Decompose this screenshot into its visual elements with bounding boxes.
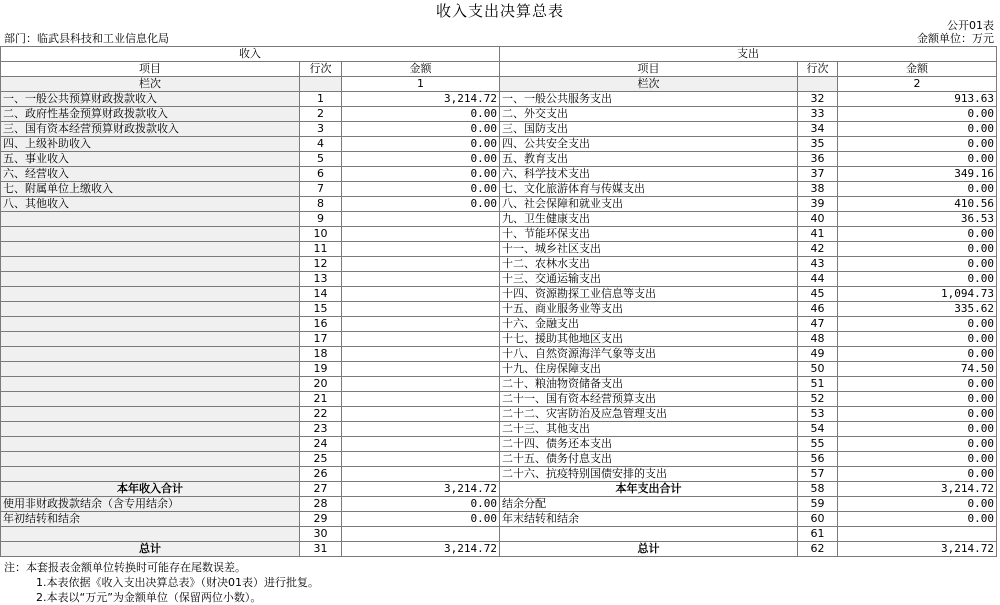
form-code: 公开01表 bbox=[947, 19, 994, 32]
expense-amount-cell: 0.00 bbox=[838, 227, 997, 242]
income-line-cell: 15 bbox=[300, 302, 342, 317]
income-item-cell: 使用非财政拨款结余（含专用结余） bbox=[1, 497, 300, 512]
expense-column-blank bbox=[798, 77, 838, 92]
table-row bbox=[1, 212, 997, 227]
expense-item-cell: 十六、金融支出 bbox=[500, 317, 798, 332]
expense-item-cell: 二十一、国有资本经营预算支出 bbox=[500, 392, 798, 407]
table-row bbox=[1, 242, 997, 257]
income-amount-cell: 0.00 bbox=[342, 167, 500, 182]
income-line-cell: 23 bbox=[300, 422, 342, 437]
expense-item-cell: 四、公共安全支出 bbox=[500, 137, 798, 152]
expense-item-cell: 十九、住房保障支出 bbox=[500, 362, 798, 377]
income-item-cell: 年初结转和结余 bbox=[1, 512, 300, 527]
income-line-cell: 3 bbox=[300, 122, 342, 137]
expense-amount-cell: 0.00 bbox=[838, 152, 997, 167]
table-row bbox=[1, 422, 997, 437]
income-amount-header: 金额 bbox=[342, 62, 500, 77]
table-row bbox=[1, 122, 997, 137]
income-item-cell bbox=[1, 317, 300, 332]
income-line-cell: 13 bbox=[300, 272, 342, 287]
expense-amount-cell: 0.00 bbox=[838, 182, 997, 197]
expense-line-cell: 35 bbox=[798, 137, 838, 152]
income-amount-cell: 0.00 bbox=[342, 107, 500, 122]
income-item-cell: 五、事业收入 bbox=[1, 152, 300, 167]
expense-line-cell: 40 bbox=[798, 212, 838, 227]
income-column-blank bbox=[300, 77, 342, 92]
table-row bbox=[1, 407, 997, 422]
income-line-cell: 27 bbox=[300, 482, 342, 497]
unit-label: 金额单位：万元 bbox=[917, 32, 994, 45]
table-row bbox=[1, 167, 997, 182]
total-row bbox=[1, 512, 997, 527]
expense-line-cell: 57 bbox=[798, 467, 838, 482]
income-line-cell: 16 bbox=[300, 317, 342, 332]
expense-item-cell: 二十二、灾害防治及应急管理支出 bbox=[500, 407, 798, 422]
note-2: 2.本表以“万元”为金额单位（保留两位小数）。 bbox=[36, 591, 262, 604]
income-amount-cell bbox=[342, 272, 500, 287]
income-item-cell: 七、附属单位上缴收入 bbox=[1, 182, 300, 197]
income-amount-cell bbox=[342, 317, 500, 332]
expense-item-cell: 六、科学技术支出 bbox=[500, 167, 798, 182]
income-item-cell bbox=[1, 347, 300, 362]
income-item-cell bbox=[1, 272, 300, 287]
expense-amount-cell: 0.00 bbox=[838, 347, 997, 362]
income-item-cell: 总计 bbox=[1, 542, 300, 557]
income-amount-cell: 3,214.72 bbox=[342, 482, 500, 497]
summary-table bbox=[0, 46, 997, 557]
income-line-cell: 26 bbox=[300, 467, 342, 482]
expense-item-cell: 二十五、债务付息支出 bbox=[500, 452, 798, 467]
expense-column-label: 栏次 bbox=[500, 77, 798, 92]
income-amount-cell bbox=[342, 287, 500, 302]
expense-amount-cell: 349.16 bbox=[838, 167, 997, 182]
expense-amount-cell: 36.53 bbox=[838, 212, 997, 227]
expense-line-cell: 53 bbox=[798, 407, 838, 422]
income-line-cell: 4 bbox=[300, 137, 342, 152]
income-header: 收入 bbox=[1, 47, 500, 62]
expense-line-cell: 34 bbox=[798, 122, 838, 137]
income-amount-cell bbox=[342, 437, 500, 452]
expense-amount-cell: 0.00 bbox=[838, 377, 997, 392]
income-amount-cell bbox=[342, 227, 500, 242]
expense-item-cell: 十、节能环保支出 bbox=[500, 227, 798, 242]
income-line-cell: 11 bbox=[300, 242, 342, 257]
income-amount-cell bbox=[342, 422, 500, 437]
expense-item-cell: 十七、援助其他地区支出 bbox=[500, 332, 798, 347]
note-lead: 注：本套报表金额单位转换时可能存在尾数误差。 bbox=[4, 561, 246, 574]
income-line-cell: 31 bbox=[300, 542, 342, 557]
expense-header: 支出 bbox=[500, 47, 997, 62]
income-amount-cell bbox=[342, 212, 500, 227]
expense-amount-cell: 0.00 bbox=[838, 467, 997, 482]
expense-amount-cell: 0.00 bbox=[838, 257, 997, 272]
expense-amount-cell: 0.00 bbox=[838, 392, 997, 407]
income-amount-cell: 0.00 bbox=[342, 122, 500, 137]
income-amount-cell: 3,214.72 bbox=[342, 542, 500, 557]
income-amount-cell bbox=[342, 302, 500, 317]
income-item-cell bbox=[1, 242, 300, 257]
expense-item-cell: 二十六、抗疫特别国债安排的支出 bbox=[500, 467, 798, 482]
income-amount-cell bbox=[342, 347, 500, 362]
expense-amount-cell: 0.00 bbox=[838, 242, 997, 257]
income-line-cell: 28 bbox=[300, 497, 342, 512]
table-row bbox=[1, 152, 997, 167]
income-amount-cell: 0.00 bbox=[342, 152, 500, 167]
income-item-cell bbox=[1, 467, 300, 482]
income-line-cell: 18 bbox=[300, 347, 342, 362]
table-row bbox=[1, 287, 997, 302]
expense-line-header: 行次 bbox=[798, 62, 838, 77]
income-amount-cell bbox=[342, 392, 500, 407]
expense-item-cell: 年末结转和结余 bbox=[500, 512, 798, 527]
income-amount-cell: 0.00 bbox=[342, 182, 500, 197]
expense-item-cell: 七、文化旅游体育与传媒支出 bbox=[500, 182, 798, 197]
income-line-cell: 25 bbox=[300, 452, 342, 467]
income-item-cell bbox=[1, 362, 300, 377]
table-row bbox=[1, 362, 997, 377]
expense-line-cell: 32 bbox=[798, 92, 838, 107]
expense-item-cell: 二、外交支出 bbox=[500, 107, 798, 122]
expense-line-cell: 56 bbox=[798, 452, 838, 467]
income-amount-cell bbox=[342, 377, 500, 392]
expense-line-cell: 33 bbox=[798, 107, 838, 122]
expense-amount-cell: 3,214.72 bbox=[838, 482, 997, 497]
expense-line-cell: 44 bbox=[798, 272, 838, 287]
expense-line-cell: 54 bbox=[798, 422, 838, 437]
expense-amount-cell: 410.56 bbox=[838, 197, 997, 212]
department-label: 部门：临武县科技和工业信息化局 bbox=[4, 32, 169, 45]
table-row bbox=[1, 92, 997, 107]
table-row bbox=[1, 347, 997, 362]
income-line-header: 行次 bbox=[300, 62, 342, 77]
expense-amount-cell: 3,214.72 bbox=[838, 542, 997, 557]
income-amount-cell bbox=[342, 407, 500, 422]
column-header-row bbox=[1, 62, 997, 77]
income-item-cell bbox=[1, 332, 300, 347]
expense-amount-cell: 0.00 bbox=[838, 497, 997, 512]
expense-line-cell: 61 bbox=[798, 527, 838, 542]
expense-item-cell: 九、卫生健康支出 bbox=[500, 212, 798, 227]
table-row bbox=[1, 317, 997, 332]
income-item-cell: 四、上级补助收入 bbox=[1, 137, 300, 152]
expense-item-cell: 十二、农林水支出 bbox=[500, 257, 798, 272]
income-amount-cell bbox=[342, 452, 500, 467]
expense-item-cell: 一、一般公共服务支出 bbox=[500, 92, 798, 107]
income-amount-cell: 0.00 bbox=[342, 197, 500, 212]
expense-item-cell: 二十四、债务还本支出 bbox=[500, 437, 798, 452]
expense-item-cell: 五、教育支出 bbox=[500, 152, 798, 167]
income-amount-cell bbox=[342, 527, 500, 542]
expense-item-cell: 十五、商业服务业等支出 bbox=[500, 302, 798, 317]
income-amount-cell bbox=[342, 467, 500, 482]
expense-item-header: 项目 bbox=[500, 62, 798, 77]
expense-line-cell: 55 bbox=[798, 437, 838, 452]
table-row bbox=[1, 302, 997, 317]
income-line-cell: 2 bbox=[300, 107, 342, 122]
expense-item-cell: 十八、自然资源海洋气象等支出 bbox=[500, 347, 798, 362]
expense-line-cell: 47 bbox=[798, 317, 838, 332]
expense-amount-cell: 1,094.73 bbox=[838, 287, 997, 302]
income-line-cell: 24 bbox=[300, 437, 342, 452]
table-row bbox=[1, 107, 997, 122]
expense-line-cell: 36 bbox=[798, 152, 838, 167]
expense-line-cell: 41 bbox=[798, 227, 838, 242]
department-row bbox=[0, 31, 1000, 46]
expense-line-cell: 43 bbox=[798, 257, 838, 272]
income-item-cell bbox=[1, 227, 300, 242]
table-row bbox=[1, 392, 997, 407]
income-item-cell bbox=[1, 452, 300, 467]
expense-amount-cell: 0.00 bbox=[838, 107, 997, 122]
income-line-cell: 29 bbox=[300, 512, 342, 527]
income-column-number: 1 bbox=[342, 77, 500, 92]
income-line-cell: 20 bbox=[300, 377, 342, 392]
income-line-cell: 22 bbox=[300, 407, 342, 422]
income-line-cell: 6 bbox=[300, 167, 342, 182]
income-amount-cell bbox=[342, 242, 500, 257]
income-item-cell: 本年收入合计 bbox=[1, 482, 300, 497]
income-item-cell bbox=[1, 302, 300, 317]
income-line-cell: 12 bbox=[300, 257, 342, 272]
income-item-cell: 二、政府性基金预算财政拨款收入 bbox=[1, 107, 300, 122]
income-column-label: 栏次 bbox=[1, 77, 300, 92]
income-amount-cell bbox=[342, 332, 500, 347]
income-item-cell bbox=[1, 407, 300, 422]
income-item-cell: 三、国有资本经营预算财政拨款收入 bbox=[1, 122, 300, 137]
table-row bbox=[1, 332, 997, 347]
income-line-cell: 19 bbox=[300, 362, 342, 377]
expense-item-cell: 二十三、其他支出 bbox=[500, 422, 798, 437]
table-row bbox=[1, 377, 997, 392]
expense-amount-cell: 913.63 bbox=[838, 92, 997, 107]
expense-item-cell: 十三、交通运输支出 bbox=[500, 272, 798, 287]
expense-line-cell: 38 bbox=[798, 182, 838, 197]
table-row bbox=[1, 182, 997, 197]
table-body bbox=[1, 92, 997, 557]
note-1: 1.本表依据《收入支出决算总表》（财决01表）进行批复。 bbox=[36, 576, 319, 589]
income-item-cell: 八、其他收入 bbox=[1, 197, 300, 212]
table-row bbox=[1, 437, 997, 452]
expense-item-cell: 总计 bbox=[500, 542, 798, 557]
income-item-cell bbox=[1, 422, 300, 437]
income-line-cell: 14 bbox=[300, 287, 342, 302]
expense-amount-cell: 0.00 bbox=[838, 272, 997, 287]
expense-amount-cell: 0.00 bbox=[838, 317, 997, 332]
income-item-cell: 一、一般公共预算财政拨款收入 bbox=[1, 92, 300, 107]
expense-line-cell: 39 bbox=[798, 197, 838, 212]
table-row bbox=[1, 137, 997, 152]
expense-item-cell: 十四、资源勘探工业信息等支出 bbox=[500, 287, 798, 302]
income-item-cell bbox=[1, 377, 300, 392]
expense-amount-cell: 0.00 bbox=[838, 437, 997, 452]
page-title: 收入支出决算总表 bbox=[435, 2, 564, 20]
income-amount-cell bbox=[342, 362, 500, 377]
expense-amount-header: 金额 bbox=[838, 62, 997, 77]
income-item-cell bbox=[1, 527, 300, 542]
income-line-cell: 5 bbox=[300, 152, 342, 167]
expense-line-cell: 45 bbox=[798, 287, 838, 302]
income-item-cell: 六、经营收入 bbox=[1, 167, 300, 182]
expense-line-cell: 49 bbox=[798, 347, 838, 362]
income-amount-cell: 0.00 bbox=[342, 497, 500, 512]
income-line-cell: 1 bbox=[300, 92, 342, 107]
table-row bbox=[1, 197, 997, 212]
total-row bbox=[1, 482, 997, 497]
expense-line-cell: 50 bbox=[798, 362, 838, 377]
expense-amount-cell: 0.00 bbox=[838, 422, 997, 437]
expense-line-cell: 51 bbox=[798, 377, 838, 392]
income-item-cell bbox=[1, 212, 300, 227]
expense-amount-cell: 0.00 bbox=[838, 512, 997, 527]
expense-amount-cell: 335.62 bbox=[838, 302, 997, 317]
expense-line-cell: 60 bbox=[798, 512, 838, 527]
table-row bbox=[1, 467, 997, 482]
expense-amount-cell: 74.50 bbox=[838, 362, 997, 377]
income-item-cell bbox=[1, 287, 300, 302]
expense-amount-cell bbox=[838, 527, 997, 542]
expense-line-cell: 42 bbox=[798, 242, 838, 257]
expense-item-cell: 三、国防支出 bbox=[500, 122, 798, 137]
income-item-header: 项目 bbox=[1, 62, 300, 77]
income-line-cell: 30 bbox=[300, 527, 342, 542]
income-line-cell: 7 bbox=[300, 182, 342, 197]
expense-item-cell: 十一、城乡社区支出 bbox=[500, 242, 798, 257]
income-line-cell: 17 bbox=[300, 332, 342, 347]
expense-item-cell bbox=[500, 527, 798, 542]
table-row bbox=[1, 452, 997, 467]
expense-amount-cell: 0.00 bbox=[838, 452, 997, 467]
income-item-cell bbox=[1, 257, 300, 272]
total-row bbox=[1, 497, 997, 512]
notes bbox=[4, 560, 319, 605]
income-amount-cell: 0.00 bbox=[342, 512, 500, 527]
income-item-cell bbox=[1, 437, 300, 452]
expense-line-cell: 52 bbox=[798, 392, 838, 407]
table-row bbox=[1, 257, 997, 272]
column-index-row bbox=[1, 77, 997, 92]
table-row bbox=[1, 272, 997, 287]
expense-item-cell: 八、社会保障和就业支出 bbox=[500, 197, 798, 212]
expense-item-cell: 本年支出合计 bbox=[500, 482, 798, 497]
expense-line-cell: 62 bbox=[798, 542, 838, 557]
income-line-cell: 8 bbox=[300, 197, 342, 212]
section-header-row bbox=[1, 47, 997, 62]
income-line-cell: 21 bbox=[300, 392, 342, 407]
table-row bbox=[1, 227, 997, 242]
income-line-cell: 10 bbox=[300, 227, 342, 242]
expense-line-cell: 48 bbox=[798, 332, 838, 347]
expense-amount-cell: 0.00 bbox=[838, 137, 997, 152]
income-amount-cell: 0.00 bbox=[342, 137, 500, 152]
expense-amount-cell: 0.00 bbox=[838, 332, 997, 347]
expense-line-cell: 46 bbox=[798, 302, 838, 317]
expense-line-cell: 37 bbox=[798, 167, 838, 182]
expense-amount-cell: 0.00 bbox=[838, 407, 997, 422]
total-row bbox=[1, 527, 997, 542]
income-line-cell: 9 bbox=[300, 212, 342, 227]
expense-item-cell: 二十、粮油物资储备支出 bbox=[500, 377, 798, 392]
income-item-cell bbox=[1, 392, 300, 407]
total-row bbox=[1, 542, 997, 557]
income-amount-cell: 3,214.72 bbox=[342, 92, 500, 107]
income-amount-cell bbox=[342, 257, 500, 272]
expense-column-number: 2 bbox=[838, 77, 997, 92]
expense-item-cell: 结余分配 bbox=[500, 497, 798, 512]
expense-line-cell: 59 bbox=[798, 497, 838, 512]
expense-amount-cell: 0.00 bbox=[838, 122, 997, 137]
expense-line-cell: 58 bbox=[798, 482, 838, 497]
